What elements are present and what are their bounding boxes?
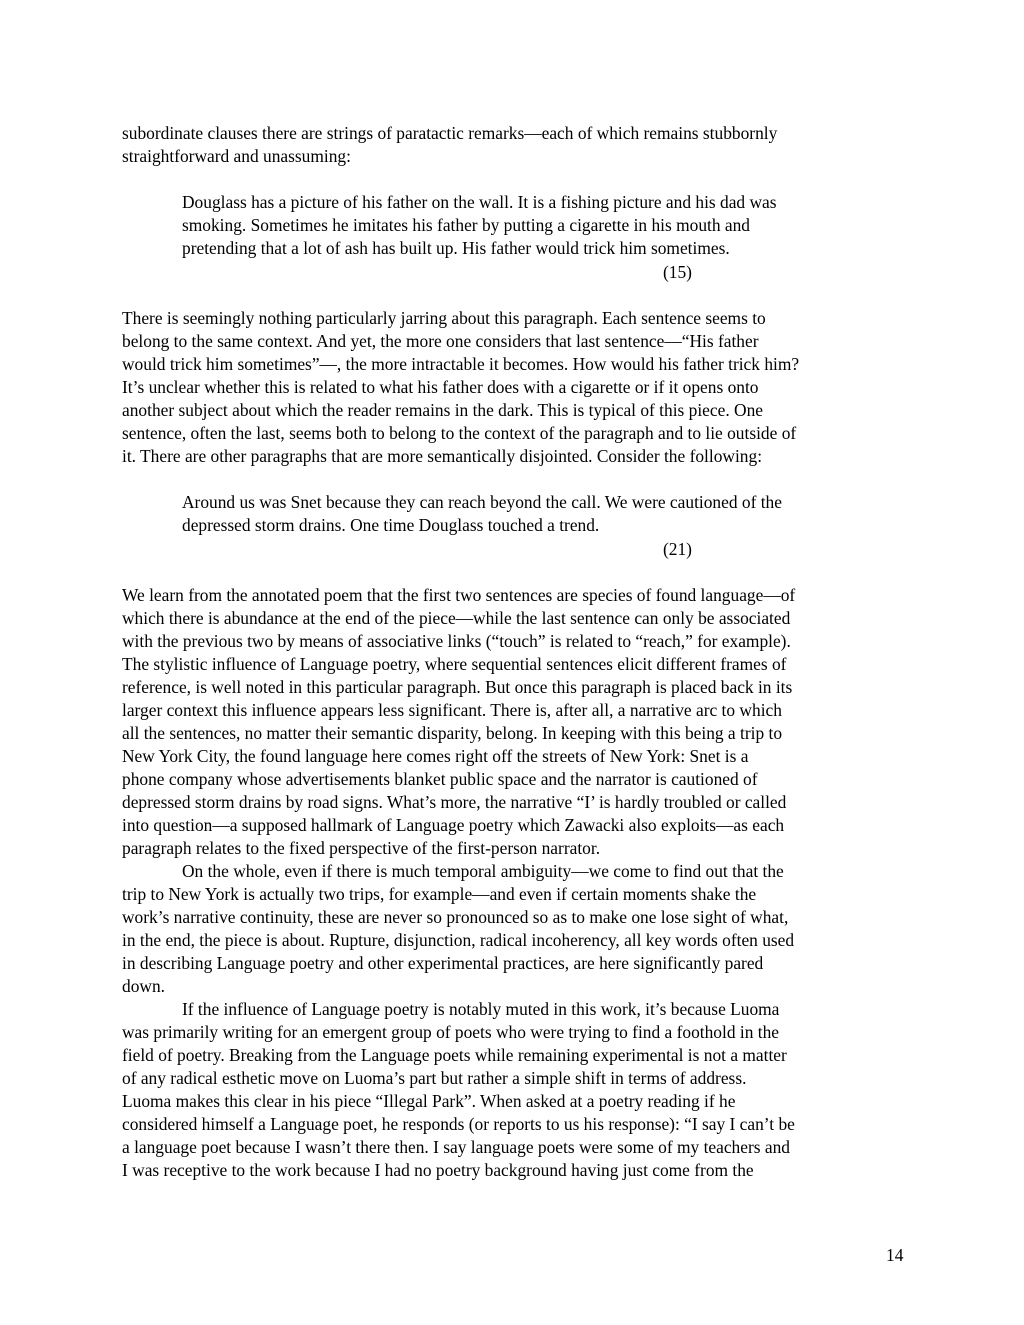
body-text-line: There is seemingly nothing particularly jarring about this paragraph. Each sentence seems to (122, 308, 766, 328)
body-text-line: of any radical esthetic move on Luoma’s part but rather a simple shift in terms of address. (122, 1068, 747, 1088)
body-text-line: a language poet because I wasn’t there then. I say language poets were some of my teachers and (122, 1137, 790, 1157)
block-quote-line: smoking. Sometimes he imitates his father by putting a cigarette in his mouth and (182, 215, 750, 235)
body-text-line: paragraph relates to the fixed perspective of the first-person narrator. (122, 838, 601, 858)
quote-citation: (15) (663, 262, 692, 282)
body-text-line: field of poetry. Breaking from the Language poets while remaining experimental is not a matter (122, 1045, 787, 1065)
body-text-line: I was receptive to the work because I had no poetry background having just come from the (122, 1160, 754, 1180)
body-text-line: work’s narrative continuity, these are never so pronounced so as to make one lose sight of what, (122, 907, 789, 927)
body-text-line: would trick him sometimes”—, the more intractable it becomes. How would his father trick him? (122, 354, 800, 374)
body-text-line: It’s unclear whether this is related to what his father does with a cigarette or if it opens onto (122, 377, 759, 397)
body-text-line: in the end, the piece is about. Rupture, disjunction, radical incoherency, all key words often used (122, 930, 795, 950)
body-text-line: down. (122, 976, 165, 996)
block-quote-line: pretending that a lot of ash has built up. His father would trick him sometimes. (182, 238, 730, 258)
body-text-line: sentence, often the last, seems both to belong to the context of the paragraph and to lie outside of (122, 423, 797, 443)
body-text-line: Luoma makes this clear in his piece “Illegal Park”. When asked at a poetry reading if he (122, 1091, 736, 1111)
body-text-line: all the sentences, no matter their semantic disparity, belong. In keeping with this being a trip to (122, 723, 783, 743)
page-number: 14 (886, 1245, 904, 1265)
body-text-line: into question—a supposed hallmark of Language poetry which Zawacki also exploits—as each (122, 815, 785, 835)
body-text-line: phone company whose advertisements blanket public space and the narrator is cautioned of (122, 769, 758, 789)
body-text-line: which there is abundance at the end of the piece—while the last sentence can only be associated (122, 608, 791, 628)
body-text-line: considered himself a Language poet, he responds (or reports to us his response): “I say I can’t be (122, 1114, 795, 1134)
body-text-line: The stylistic influence of Language poetry, where sequential sentences elicit different frames of (122, 654, 787, 674)
body-text-line: was primarily writing for an emergent group of poets who were trying to find a foothold in the (122, 1022, 779, 1042)
body-text-line: larger context this influence appears less significant. There is, after all, a narrative arc to which (122, 700, 782, 720)
body-text-line: depressed storm drains by road signs. What’s more, the narrative “I’ is hardly troubled or called (122, 792, 787, 812)
body-text-line: belong to the same context. And yet, the more one considers that last sentence—“His father (122, 331, 759, 351)
body-text-line: straightforward and unassuming: (122, 146, 351, 166)
body-text-line: subordinate clauses there are strings of paratactic remarks—each of which remains stubbornly (122, 123, 778, 143)
body-text-line: it. There are other paragraphs that are more semantically disjointed. Consider the following: (122, 446, 763, 466)
quote-citation: (21) (663, 539, 692, 559)
body-text-line: On the whole, even if there is much temporal ambiguity—we come to find out that the (182, 861, 784, 881)
body-text-line: with the previous two by means of associative links (“touch” is related to “reach,” for example). (122, 631, 791, 651)
block-quote-line: Douglass has a picture of his father on the wall. It is a fishing picture and his dad was (182, 192, 777, 212)
body-text-line: trip to New York is actually two trips, for example—and even if certain moments shake the (122, 884, 757, 904)
block-quote-line: depressed storm drains. One time Douglass touched a trend. (182, 515, 600, 535)
body-text-line: New York City, the found language here comes right off the streets of New York: Snet is a (122, 746, 749, 766)
body-text-line: reference, is well noted in this particular paragraph. But once this paragraph is placed back in its (122, 677, 793, 697)
body-text-line: We learn from the annotated poem that the first two sentences are species of found language—of (122, 585, 796, 605)
body-text-line: If the influence of Language poetry is notably muted in this work, it’s because Luoma (182, 999, 780, 1019)
block-quote-line: Around us was Snet because they can reach beyond the call. We were cautioned of the (182, 492, 782, 512)
body-text-line: in describing Language poetry and other experimental practices, are here significantly pared (122, 953, 764, 973)
body-text-line: another subject about which the reader remains in the dark. This is typical of this piece. One (122, 400, 763, 420)
